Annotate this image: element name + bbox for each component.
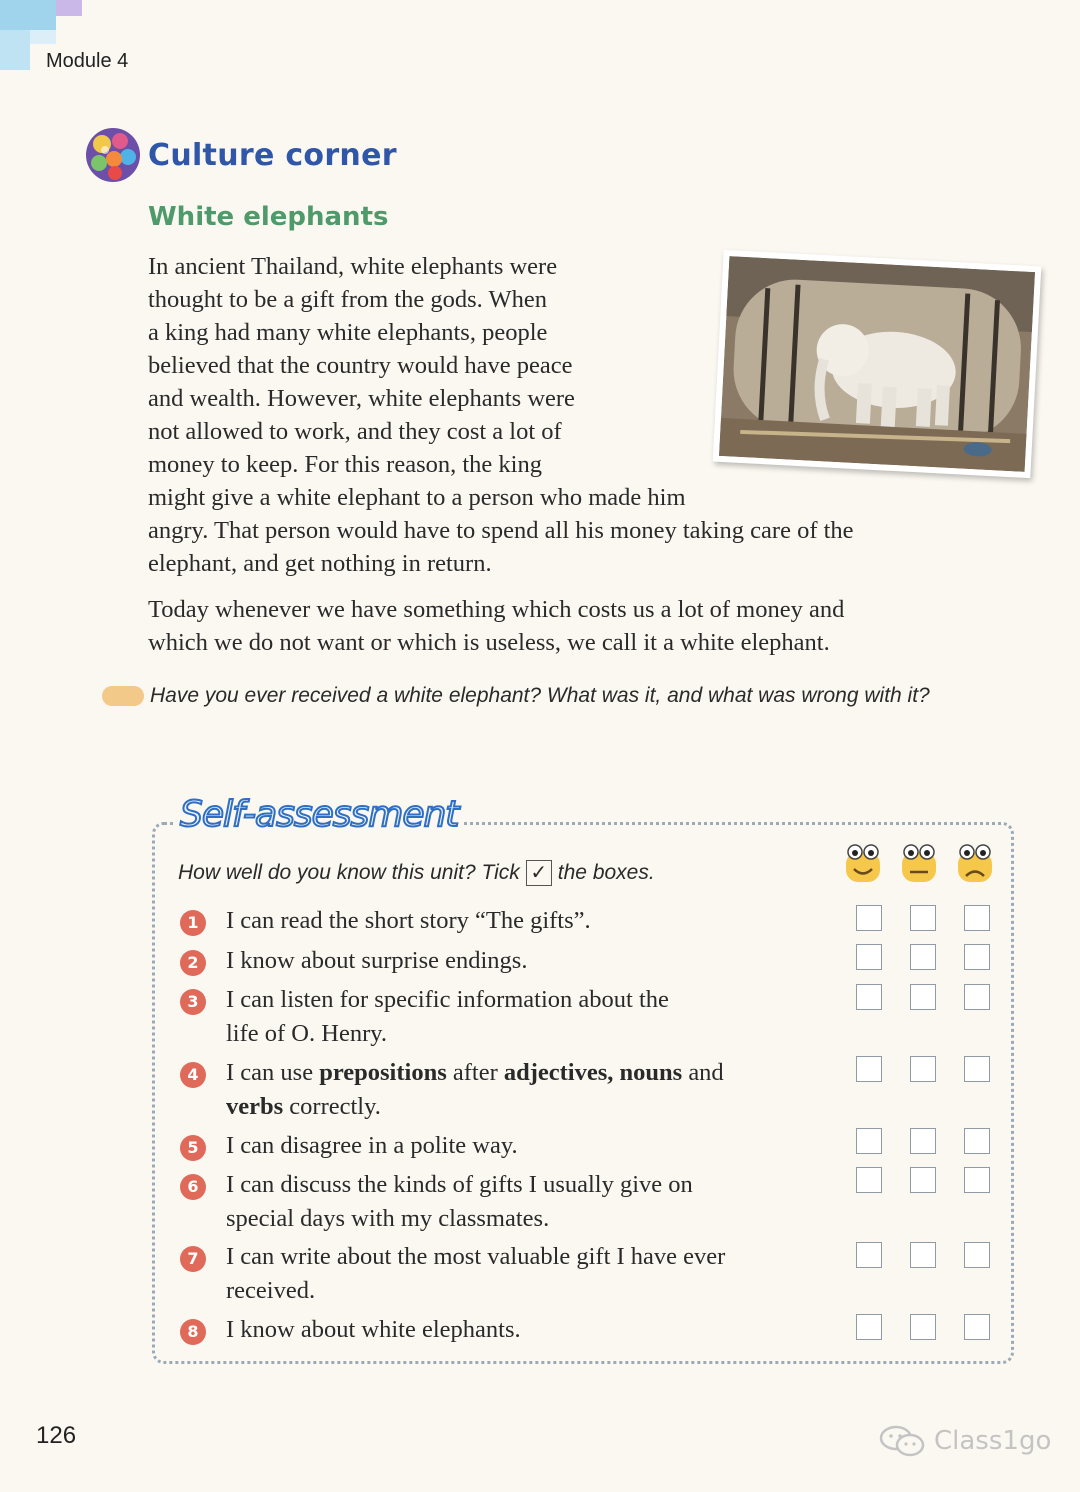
paragraph-line: Today whenever we have something which costs us a lot of money and [148,596,845,623]
item-1-poor-checkbox[interactable] [964,905,990,931]
item-7-poor-checkbox[interactable] [964,1242,990,1268]
item-2-good-checkbox[interactable] [856,944,882,970]
culture-corner-title: Culture corner [148,137,397,173]
paragraph-line: believed that the country would have peace [148,352,573,379]
item-line [226,1090,836,1124]
white-elephant-photo [713,250,1042,478]
item-line: I know about white elephants. [226,1316,521,1343]
article-title: White elephants [148,202,389,232]
item-4-good-checkbox[interactable] [856,1056,882,1082]
sad-face-icon [954,842,996,884]
item-7-ok-checkbox[interactable] [910,1242,936,1268]
self-assessment-title: Self-assessment [174,794,464,835]
instruction-text-after: the boxes. [557,861,655,884]
item-4-poor-checkbox[interactable] [964,1056,990,1082]
item-line: I know about surprise endings. [226,947,528,974]
paragraph-line: elephant, and get nothing in return. [148,550,492,577]
rating-faces [842,842,996,884]
item-6-ok-checkbox[interactable] [910,1167,936,1193]
neutral-face-icon [898,842,940,884]
item-text [226,1240,836,1308]
item-text [226,1056,836,1124]
question-marker-icon [102,686,144,706]
item-8-good-checkbox[interactable] [856,1314,882,1340]
watermark [878,1424,1051,1458]
item-number-badge: 3 [180,989,206,1015]
item-number-badge: 8 [180,1319,206,1345]
item-line: received. [226,1277,316,1304]
item-1-ok-checkbox[interactable] [910,905,936,931]
item-text [226,1168,836,1236]
question-text: Have you ever received a white elephant? What was it, and what was wrong with it? [150,684,930,707]
item-line: I can discuss the kinds of gifts I usually give on [226,1171,693,1198]
white-elephant-illustration [719,256,1035,472]
item-8-poor-checkbox[interactable] [964,1314,990,1340]
item-bold-term: adjectives, nouns [503,1059,683,1086]
item-6-poor-checkbox[interactable] [964,1167,990,1193]
item-text-part: I can use [226,1059,320,1086]
item-5-good-checkbox[interactable] [856,1128,882,1154]
item-8-ok-checkbox[interactable] [910,1314,936,1340]
item-7-good-checkbox[interactable] [856,1242,882,1268]
item-number-badge: 5 [180,1135,206,1161]
page-number: 126 [36,1422,77,1449]
watermark-text: Class1go [934,1426,1052,1456]
item-1-good-checkbox[interactable] [856,905,882,931]
item-number-badge: 1 [180,910,206,936]
item-number-badge: 7 [180,1246,206,1272]
item-text [226,944,836,978]
module-label: Module 4 [46,50,129,72]
paragraph-line: not allowed to work, and they cost a lot of [148,418,562,445]
article-paragraph-2 [148,593,844,659]
item-bold-term: prepositions [319,1059,447,1086]
item-number-badge: 2 [180,950,206,976]
paragraph-line: angry. That person would have to spend all his money taking care of the [148,517,854,544]
paragraph-line: thought to be a gift from the gods. When [148,286,547,313]
paragraph-line: money to keep. For this reason, the king [148,451,542,478]
item-3-poor-checkbox[interactable] [964,984,990,1010]
item-text [226,904,836,938]
paragraph-line: a king had many white elephants, people [148,319,548,346]
item-3-ok-checkbox[interactable] [910,984,936,1010]
item-line: I can disagree in a polite way. [226,1132,518,1159]
item-text [226,1313,836,1347]
paragraph-line: In ancient Thailand, white elephants were [148,253,558,280]
happy-face-icon [842,842,884,884]
item-text [226,1129,836,1163]
culture-corner-icon [84,126,142,184]
item-text-part: after [446,1059,504,1086]
item-4-ok-checkbox[interactable] [910,1056,936,1082]
item-text-part: correctly. [283,1093,381,1120]
discussion-question [102,684,930,708]
paragraph-line: might give a white elephant to a person who made him [148,484,686,511]
item-number-badge: 4 [180,1062,206,1088]
item-2-ok-checkbox[interactable] [910,944,936,970]
item-5-ok-checkbox[interactable] [910,1128,936,1154]
item-line: life of O. Henry. [226,1020,388,1047]
tick-example-box: ✓ [526,860,552,886]
item-3-good-checkbox[interactable] [856,984,882,1010]
item-number-badge: 6 [180,1174,206,1200]
self-assessment-instruction [178,860,655,886]
item-text-part: and [682,1059,724,1086]
instruction-text-before: How well do you know this unit? Tick [178,861,520,884]
item-line: I can listen for specific information about the [226,986,669,1013]
chat-bubbles-icon [878,1424,926,1458]
item-6-good-checkbox[interactable] [856,1167,882,1193]
item-bold-term: verbs [226,1093,284,1120]
item-line: special days with my classmates. [226,1205,550,1232]
item-text [226,983,836,1051]
item-2-poor-checkbox[interactable] [964,944,990,970]
paragraph-line: and wealth. However, white elephants were [148,385,575,412]
paragraph-line: which we do not want or which is useless, we call it a white elephant. [148,629,830,656]
item-line: I can read the short story “The gifts”. [226,907,591,934]
item-5-poor-checkbox[interactable] [964,1128,990,1154]
item-line: I can write about the most valuable gift I have ever [226,1243,726,1270]
item-line [226,1056,836,1090]
culture-corner-header [84,126,397,184]
